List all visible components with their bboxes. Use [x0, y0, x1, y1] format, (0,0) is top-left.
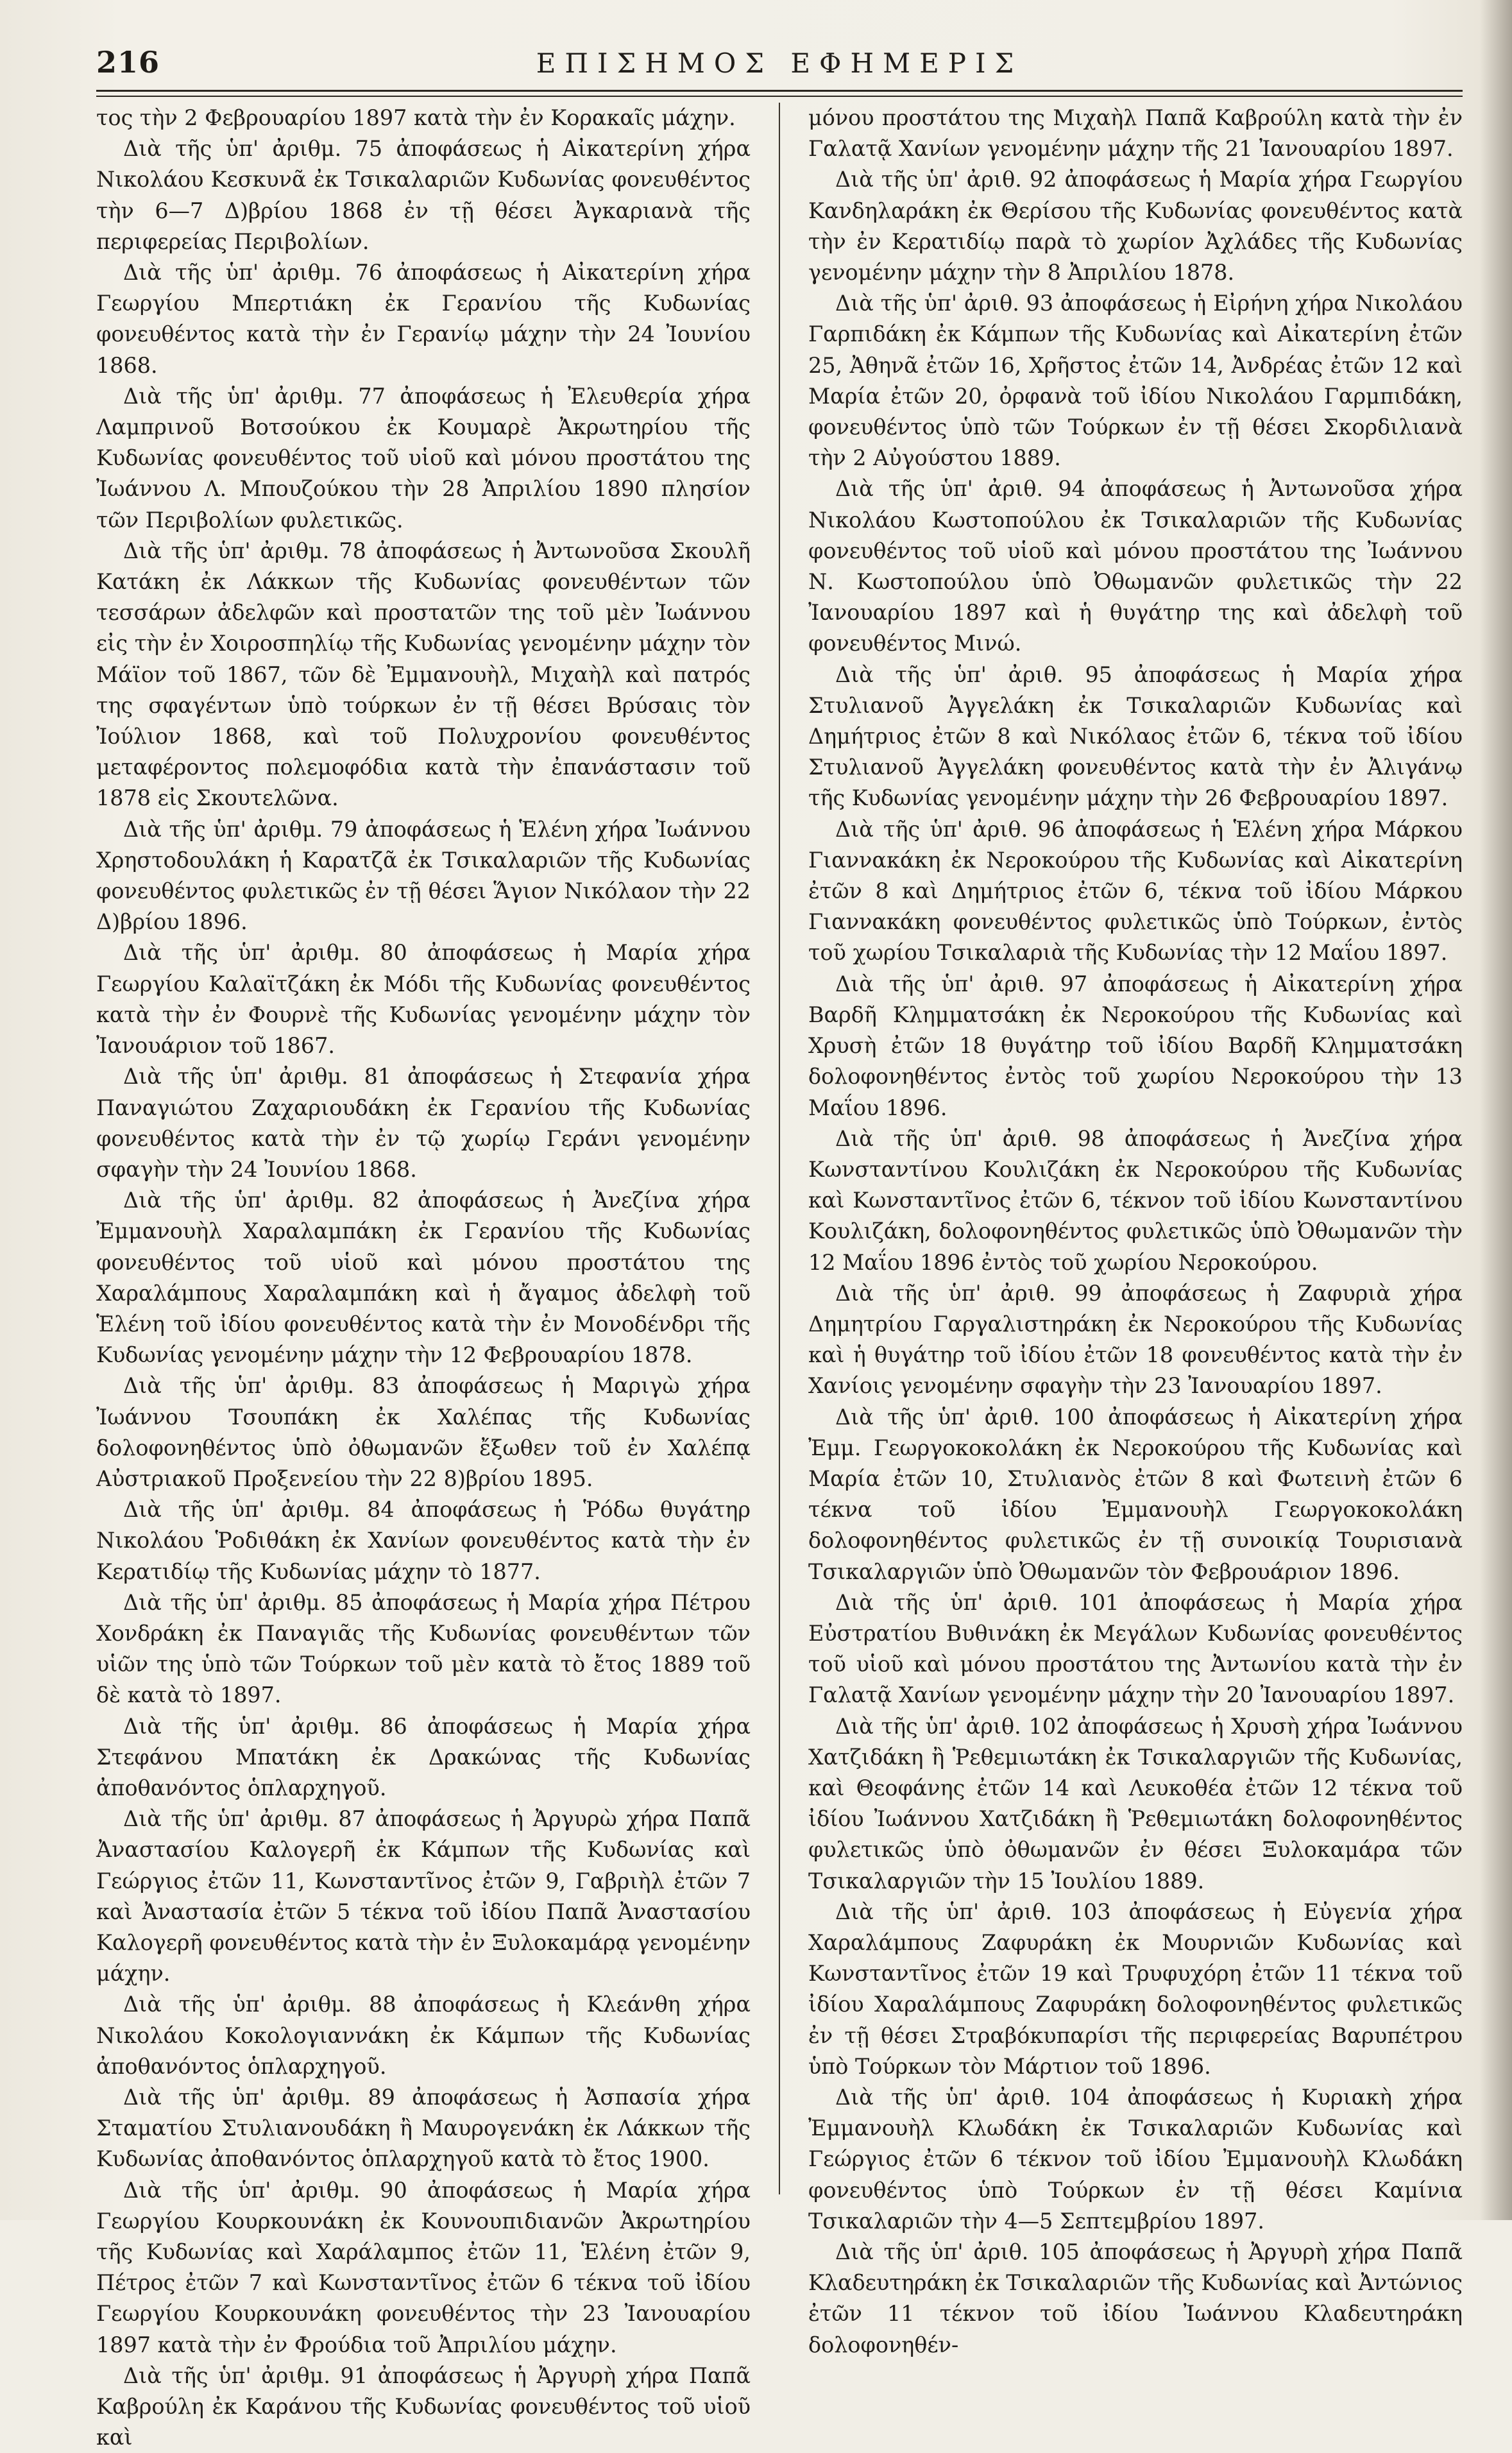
- decision-paragraph: Διὰ τῆς ὑπ' ἀριθμ. 86 ἀποφάσεως ἡ Μαρία χήρα Στεφάνου Μπατάκη ἐκ Δρακώνας τῆς Κυδωνίας ἀποθανόντος ὁπλαρχηγοῦ.: [96, 1713, 751, 1800]
- decision-paragraph: Διὰ τῆς ὑπ' ἀριθ. 102 ἀποφάσεως ἡ Χρυσὴ χήρα Ἰωάννου Χατζιδάκη ἢ Ῥεθεμιωτάκη ἐκ Τσικαλαργιῶν τῆς Κυδωνίας, καὶ Θεοφάνης ἐτῶν 14 καὶ Λευκοθέα ἐτῶν 12 τέκνα τοῦ ἰδίου Ἰωάννου Χατζιδάκη ἢ Ῥεθεμιωτάκη δολοφονηθέντος φυλετικῶς ὑπὸ ὀθωμανῶν ἐν θέσει Ξυλοκαμάρα τῶν Τσικαλαργιῶν τὴν 15 Ἰουλίου 1889.: [808, 1713, 1463, 1893]
- decision-paragraph: Διὰ τῆς ὑπ' ἀριθμ. 80 ἀποφάσεως ἡ Μαρία χήρα Γεωργίου Καλαϊτζάκη ἐκ Μόδι τῆς Κυδωνίας φονευθέντος κατὰ τὴν ἐν Φουρνὲ τῆς Κυδωνίας γενομένην μάχην τὸν Ἰανουάριον τοῦ 1867.: [96, 940, 751, 1059]
- decision-paragraph: Διὰ τῆς ὑπ' ἀριθμ. 78 ἀποφάσεως ἡ Ἀντωνοῦσα Σκουλῆ Κατάκη ἐκ Λάκκων τῆς Κυδωνίας φονευθέντων τῶν τεσσάρων ἀδελφῶν καὶ προστατῶν της τοῦ μὲν Ἰωάννου εἰς τὴν ἐν Χοιροσπηλίῳ τῆς Κυδωνίας γενομένην μάχην τὸν Μάϊον τοῦ 1867, τῶν δὲ Ἐμμανουὴλ, Μιχαὴλ καὶ πατρός της σφαγέντων ὑπὸ τούρκων ἐν τῇ θέσει Βρύσαις τὸν Ἰούλιον 1868, καὶ τοῦ Πολυχρονίου φονευθέντος μεταφέροντος πολεμοφόδια κατὰ τὴν ἐπανάστασιν τοῦ 1878 εἰς Σκουτελῶνα.: [96, 538, 751, 811]
- right-column: [808, 103, 1463, 2357]
- decision-paragraph: Διὰ τῆς ὑπ' ἀριθμ. 89 ἀποφάσεως ἡ Ἀσπασία χήρα Σταματίου Στυλιανουδάκη ἢ Μαυρογενάκη ἐκ Λάκκων τῆς Κυδωνίας ἀποθανόντος ὁπλαρχηγοῦ κατὰ τὸ ἔτος 1900.: [96, 2085, 751, 2172]
- decision-paragraph: Διὰ τῆς ὑπ' ἀριθμ. 75 ἀποφάσεως ἡ Αἰκατερίνη χήρα Νικολάου Κεσκυνᾶ ἐκ Τσικαλαριῶν Κυδωνίας φονευθέντος τὴν 6—7 Δ)βρίου 1868 ἐν τῇ θέσει Ἀγκαριανὰ τῆς περιφερείας Περιβολίων.: [96, 136, 751, 254]
- decision-paragraph: Διὰ τῆς ὑπ' ἀριθμ. 85 ἀποφάσεως ἡ Μαρία χήρα Πέτρου Χονδράκη ἐκ Παναγιᾶς τῆς Κυδωνίας φονευθέντων τῶν υἱῶν της ὑπὸ τῶν Τούρκων τοῦ μὲν κατὰ τὸ ἔτος 1889 τοῦ δὲ κατὰ τὸ 1897.: [96, 1589, 751, 1708]
- decision-paragraph: Διὰ τῆς ὑπ' ἀριθμ. 88 ἀποφάσεως ἡ Κλεάνθη χήρα Νικολάου Κοκολογιαννάκη ἐκ Κάμπων τῆς Κυδωνίας ἀποθανόντος ὁπλαρχηγοῦ.: [96, 1992, 751, 2079]
- decision-paragraph: Διὰ τῆς ὑπ' ἀριθ. 101 ἀποφάσεως ἡ Μαρία χήρα Εὐστρατίου Βυθινάκη ἐκ Μεγάλων Κυδωνίας φονευθέντος τοῦ υἱοῦ καὶ μόνου προστάτου της Ἀντωνίου κατὰ τὴν ἐν Γαλατᾷ Χανίων γενομένην μάχην τὴν 20 Ἰανουαρίου 1897.: [808, 1589, 1463, 1708]
- page-number: 216: [96, 45, 160, 80]
- decision-paragraph: Διὰ τῆς ὑπ' ἀριθμ. 77 ἀποφάσεως ἡ Ἐλευθερία χήρα Λαμπρινοῦ Βοτσούκου ἐκ Κουμαρὲ Ἀκρωτηρίου τῆς Κυδωνίας φονευθέντος τοῦ υἱοῦ καὶ μόνου προστάτου της Ἰωάννου Λ. Μπουζούκου τὴν 28 Ἀπριλίου 1890 πλησίον τῶν Περιβολίων φυλετικῶς.: [96, 383, 751, 533]
- decision-paragraph: Διὰ τῆς ὑπ' ἀριθ. 93 ἀποφάσεως ἡ Εἰρήνη χήρα Νικολάου Γαρπιδάκη ἐκ Κάμπων τῆς Κυδωνίας καὶ Αἰκατερίνη ἐτῶν 25, Ἀθηνᾶ ἐτῶν 16, Χρῆστος ἐτῶν 14, Ἀνδρέας ἐτῶν 12 καὶ Μαρία ἐτῶν 20, ὀρφανὰ τοῦ ἰδίου Νικολάου Γαρμπιδάκη, φονευθέντος ὑπὸ τῶν Τούρκων ἐν τῇ θέσει Σκορδιλιανὰ τὴν 2 Αὐγούστου 1889.: [808, 291, 1463, 471]
- decision-paragraph: Διὰ τῆς ὑπ' ἀριθμ. 83 ἀποφάσεως ἡ Μαριγὼ χήρα Ἰωάννου Τσουπάκη ἐκ Χαλέπας τῆς Κυδωνίας δολοφονηθέντος ὑπὸ ὀθωμανῶν ἔξωθεν τοῦ ἐν Χαλέπᾳ Αὐστριακοῦ Προξενείου τὴν 22 8)βρίου 1895.: [96, 1373, 751, 1491]
- decision-paragraph: Διὰ τῆς ὑπ' ἀριθμ. 91 ἀποφάσεως ἡ Ἀργυρὴ χήρα Παπᾶ Καβρούλη ἐκ Καράνου τῆς Κυδωνίας φονευθέντος τοῦ υἱοῦ καὶ: [96, 2363, 751, 2450]
- decision-paragraph: Διὰ τῆς ὑπ' ἀριθμ. 79 ἀποφάσεως ἡ Ἑλένη χήρα Ἰωάννου Χρηστοδουλάκη ἡ Καρατζᾶ ἐκ Τσικαλαριῶν τῆς Κυδωνίας φονευθέντος φυλετικῶς ἐν τῇ θέσει Ἅγιον Νικόλαον τὴν 22 Δ)βρίου 1896.: [96, 816, 751, 935]
- decision-paragraph: Διὰ τῆς ὑπ' ἀριθ. 99 ἀποφάσεως ἡ Ζαφυριὰ χήρα Δημητρίου Γαργαλιστηράκη ἐκ Νεροκούρου τῆς Κυδωνίας καὶ ἡ θυγάτηρ τοῦ ἰδίου ἐτῶν 18 φονευθέντος κατὰ τὴν ἐν Χανίοις γενομένην σφαγὴν τὴν 23 Ἰανουαρίου 1897.: [808, 1280, 1463, 1399]
- decision-paragraph: Διὰ τῆς ὑπ' ἀριθ. 105 ἀποφάσεως ἡ Ἀργυρὴ χήρα Παπᾶ Κλαδευτηράκη ἐκ Τσικαλαριῶν τῆς Κυδωνίας καὶ Ἀντώνιος ἐτῶν 11 τέκνον τοῦ ἰδίου Ἰωάννου Κλαδευτηράκη δολοφονηθέν-: [808, 2239, 1463, 2357]
- decision-paragraph: Διὰ τῆς ὑπ' ἀριθ. 92 ἀποφάσεως ἡ Μαρία χήρα Γεωργίου Κανδηλαράκη ἐκ Θερίσου τῆς Κυδωνίας φονευθέντος κατὰ τὴν ἐν Κερατιδίῳ παρὰ τὸ χωρίον Ἀχλάδες τῆς Κυδωνίας γενομένην μάχην τὴν 8 Ἀπριλίου 1878.: [808, 167, 1463, 286]
- decision-paragraph: Διὰ τῆς ὑπ' ἀριθμ. 82 ἀποφάσεως ἡ Ἀνεζίνα χήρα Ἐμμανουὴλ Χαραλαμπάκη ἐκ Γερανίου τῆς Κυδωνίας φονευθέντος τοῦ υἱοῦ καὶ μόνου προστάτου της Χαραλάμπους Χαραλαμπάκη καὶ ἡ ἄγαμος ἀδελφὴ τοῦ Ἑλένη τοῦ ἰδίου φονευθέντος κατὰ τὴν ἐν Μονοδένδρι τῆς Κυδωνίας γενομένην μάχην τὴν 12 Φεβρουαρίου 1878.: [96, 1188, 751, 1368]
- decision-paragraph: Διὰ τῆς ὑπ' ἀριθμ. 84 ἀποφάσεως ἡ Ῥόδω θυγάτηρ Νικολάου Ῥοδιθάκη ἐκ Χανίων φονευθέντος κατὰ τὴν ἐν Κερατιδίῳ τῆς Κυδωνίας μάχην τὸ 1877.: [96, 1497, 751, 1584]
- page-header: [96, 45, 1463, 83]
- decision-paragraph: Διὰ τῆς ὑπ' ἀριθμ. 87 ἀποφάσεως ἡ Ἀργυρὼ χήρα Παπᾶ Ἀναστασίου Καλογερῆ ἐκ Κάμπων τῆς Κυδωνίας καὶ Γεώργιος ἐτῶν 11, Κωνσταντῖνος ἐτῶν 9, Γαβριὴλ ἐτῶν 7 καὶ Ἀναστασία ἐτῶν 5 τέκνα τοῦ ἰδίου Παπᾶ Ἀναστασίου Καλογερῆ φονευθέντος κατὰ τὴν ἐν Ξυλοκαμάρᾳ γενομένην μάχην.: [96, 1806, 751, 1987]
- decision-paragraph: Διὰ τῆς ὑπ' ἀριθ. 97 ἀποφάσεως ἡ Αἰκατερίνη χήρα Βαρδῆ Κλημματσάκη ἐκ Νεροκούρου τῆς Κυδωνίας καὶ Χρυσὴ ἐτῶν 18 θυγάτηρ τοῦ ἰδίου Βαρδῆ Κλημματσάκη δολοφονηθέντος ἐντὸς τοῦ χωρίου Νεροκούρου τὴν 13 Μαΐου 1896.: [808, 971, 1463, 1120]
- left-column: [96, 103, 751, 2450]
- decision-paragraph: Διὰ τῆς ὑπ' ἀριθ. 98 ἀποφάσεως ἡ Ἀνεζίνα χήρα Κωνσταντίνου Κουλιζάκη ἐκ Νεροκούρου τῆς Κυδωνίας καὶ Κωνσταντῖνος ἐτῶν 6, τέκνον τοῦ ἰδίου Κωνσταντίνου Κουλιζάκη, δολοφονηθέντος φυλετικῶς ὑπὸ Ὀθωμανῶν τὴν 12 Μαΐου 1896 ἐντὸς τοῦ χωρίου Νεροκούρου.: [808, 1125, 1463, 1275]
- decision-paragraph: μόνου προστάτου της Μιχαὴλ Παπᾶ Καβρούλη κατὰ τὴν ἐν Γαλατᾷ Χανίων γενομένην μάχην τῆς 21 Ἰανουαρίου 1897.: [808, 105, 1463, 162]
- decision-paragraph: Διὰ τῆς ὑπ' ἀριθμ. 76 ἀποφάσεως ἡ Αἰκατερίνη χήρα Γεωργίου Μπερτιάκη ἐκ Γερανίου τῆς Κυδωνίας φονευθέντος κατὰ τὴν ἐν Γερανίῳ μάχην τὴν 24 Ἰουνίου 1868.: [96, 260, 751, 378]
- decision-paragraph: Διὰ τῆς ὑπ' ἀριθ. 96 ἀποφάσεως ἡ Ἑλένη χήρα Μάρκου Γιαννακάκη ἐκ Νεροκούρου τῆς Κυδωνίας καὶ Αἰκατερίνη ἐτῶν 8 καὶ Δημήτριος ἐτῶν 6, τέκνα τοῦ ἰδίου Μάρκου Γιαννακάκη φονευθέντος φυλετικῶς ὑπὸ Τούρκων, ἐντὸς τοῦ χωρίου Τσικαλαριὰ τῆς Κυδωνίας τὴν 12 Μαΐου 1897.: [808, 816, 1463, 966]
- decision-paragraph: τος τὴν 2 Φεβρουαρίου 1897 κατὰ τὴν ἐν Κορακαῖς μάχην.: [96, 105, 736, 130]
- decision-paragraph: Διὰ τῆς ὑπ' ἀριθμ. 81 ἀποφάσεως ἡ Στεφανία χήρα Παναγιώτου Ζαχαριουδάκη ἐκ Γερανίου τῆς Κυδωνίας φονευθέντος κατὰ τὴν ἐν τῷ χωρίῳ Γεράνι γενομένην σφαγὴν τὴν 24 Ἰουνίου 1868.: [96, 1064, 751, 1182]
- decision-paragraph: Διὰ τῆς ὑπ' ἀριθ. 104 ἀποφάσεως ἡ Κυριακὴ χήρα Ἐμμανουὴλ Κλωδάκη ἐκ Τσικαλαριῶν Κυδωνίας καὶ Γεώργιος ἐτῶν 6 τέκνον τοῦ ἰδίου Ἐμμανουὴλ Κλωδάκη φονευθέντος ὑπὸ Τούρκων ἐν τῇ θέσει Καμίνια Τσικαλαριῶν τὴν 4—5 Σεπτεμβρίου 1897.: [808, 2085, 1463, 2234]
- column-divider: [779, 103, 780, 2194]
- binding-shadow: [1480, 0, 1512, 2220]
- decision-paragraph: Διὰ τῆς ὑπ' ἀριθ. 100 ἀποφάσεως ἡ Αἰκατερίνη χήρα Ἐμμ. Γεωργοκοκολάκη ἐκ Νεροκούρου τῆς Κυδωνίας καὶ Μαρία ἐτῶν 10, Στυλιανὸς ἐτῶν 8 καὶ Φωτεινὴ ἐτῶν 6 τέκνα τοῦ ἰδίου Ἐμμανουὴλ Γεωργοκοκολάκη δολοφονηθέντος φυλετικῶς ἐν τῇ συνοικίᾳ Τουρισιανὰ Τσικαλαργιῶν ὑπὸ Ὀθωμανῶν τὸν Φεβρουάριον 1896.: [808, 1404, 1463, 1584]
- decision-paragraph: Διὰ τῆς ὑπ' ἀριθ. 94 ἀποφάσεως ἡ Ἀντωνοῦσα χήρα Νικολάου Κωστοπούλου ἐκ Τσικαλαριῶν τῆς Κυδωνίας φονευθέντος τοῦ υἱοῦ καὶ μόνου προστάτου της Ἰωάννου Ν. Κωστοπούλου ὑπὸ Ὀθωμανῶν φυλετικῶς τὴν 22 Ἰανουαρίου 1897 καὶ ἡ θυγάτηρ της καὶ ἀδελφὴ τοῦ φονευθέντος Μινώ.: [808, 476, 1463, 656]
- header-rule: [96, 90, 1463, 97]
- publication-title: ΕΠΙΣΗΜΟΣ ΕΦΗΜΕΡΙΣ: [536, 47, 1023, 79]
- text-columns: [96, 103, 1463, 2450]
- decision-paragraph: Διὰ τῆς ὑπ' ἀριθ. 95 ἀποφάσεως ἡ Μαρία χήρα Στυλιανοῦ Ἀγγελάκη ἐκ Τσικαλαριῶν Κυδωνίας καὶ Δημήτριος ἐτῶν 8 καὶ Νικόλαος ἐτῶν 6, τέκνα τοῦ ἰδίου Στυλιανοῦ Ἀγγελάκη φονευθέντος κατὰ τὴν ἐν Ἀλιγάνῳ τῆς Κυδωνίας γενομένην μάχην τὴν 26 Φεβρουαρίου 1897.: [808, 662, 1463, 811]
- decision-paragraph: Διὰ τῆς ὑπ' ἀριθ. 103 ἀποφάσεως ἡ Εὐγενία χήρα Χαραλάμπους Ζαφυράκη ἐκ Μουρνιῶν Κυδωνίας καὶ Κωνσταντῖνος ἐτῶν 19 καὶ Τρυφυχόρη ἐτῶν 11 τέκνα τοῦ ἰδίου Χαραλάμπους Ζαφυράκη δολοφονηθέντος φυλετικῶς ἐν τῇ θέσει Στραβόκυπαρίσι τῆς περιφερείας Βαρυπέτρου ὑπὸ Τούρκων τὸν Μάρτιον τοῦ 1896.: [808, 1899, 1463, 2079]
- decision-paragraph: Διὰ τῆς ὑπ' ἀριθμ. 90 ἀποφάσεως ἡ Μαρία χήρα Γεωργίου Κουρκουνάκη ἐκ Κουνουπιδιανῶν Ἀκρωτηρίου τῆς Κυδωνίας καὶ Χαράλαμπος ἐτῶν 11, Ἑλένη ἐτῶν 9, Πέτρος ἐτῶν 7 καὶ Κωνσταντῖνος ἐτῶν 6 τέκνα τοῦ ἰδίου Γεωργίου Κουρκουνάκη φονευθέντος τὴν 23 Ἰανουαρίου 1897 κατὰ τὴν ἐν Φρούδια τοῦ Ἀπριλίου μάχην.: [96, 2177, 751, 2357]
